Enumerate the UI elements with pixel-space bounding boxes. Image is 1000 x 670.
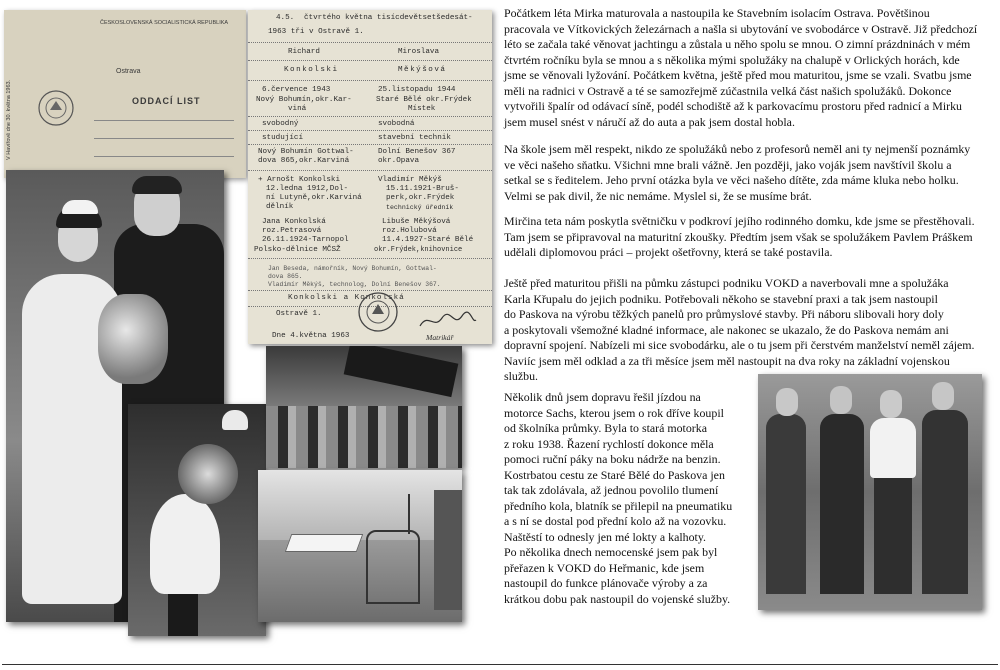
paragraph-5-line: krátkou dobu pak nastoupil do vojenské služby. bbox=[504, 591, 731, 606]
paragraph-1-line: vytvořili špalír od odávací síně, podél schodiště až k parkovacímu prostoru před radnicí a Mirku bbox=[504, 99, 962, 113]
group-of-friends-photo bbox=[758, 374, 982, 610]
bride-birthplace-2: Místek bbox=[408, 105, 436, 113]
bride-father: Vladimír Měkýš bbox=[378, 176, 442, 184]
paragraph-5-line: z roku 1938. Řazení rychlostí dokonce měla bbox=[504, 436, 714, 451]
groom-marital-status: svobodný bbox=[262, 120, 299, 128]
bride-father-2: 15.11.1921-Bruš- bbox=[386, 185, 459, 193]
wedding-walk-photo bbox=[128, 404, 266, 636]
certificate-rule-2 bbox=[94, 138, 234, 139]
bride-mother: Libuše Měkýšová bbox=[382, 218, 451, 226]
groom-father: + Arnošt Konkolski bbox=[258, 176, 341, 184]
paragraph-3-line: udělali diplomovou práci – projekt ošetřovny, která se také postavila. bbox=[504, 245, 833, 259]
groom-birthplace-2: viná bbox=[288, 105, 307, 113]
witness-2: Vladimír Měkýš, technolog, Dolní Benešov 367. bbox=[268, 281, 441, 288]
bride-first-name: Miroslava bbox=[398, 48, 440, 56]
marriage-certificate-right-page bbox=[248, 10, 492, 344]
bride-occupation: stavební technik bbox=[378, 134, 451, 142]
issue-place: Ostravě 1. bbox=[276, 310, 322, 318]
paragraph-5-line: Naštěstí to odnesly jen mé lokty a kalhoty. bbox=[504, 529, 706, 544]
paragraph-3-line: Tam jsem se připravoval na maturitní zkoušky. Předtím jsem však se spolužákem Pavlem Práškem bbox=[504, 229, 973, 244]
bride-address: Dolní Benešov 367 bbox=[378, 148, 456, 156]
registrar-signature bbox=[418, 310, 478, 332]
bride-birth-date: 25.listopadu 1944 bbox=[378, 86, 456, 94]
groom-mother-4: Polsko-dělnice MČSŽ bbox=[254, 246, 341, 254]
paragraph-5-line: od školníka průmky. Byla to stará motorka bbox=[504, 421, 707, 435]
paragraph-1-line: měli na radnici v Ostravě a té se samozřejmě zúčastnila velká část našich spolužáků. Dokonce bbox=[504, 83, 952, 98]
paragraph-4-line: Ještě před maturitou přišli na půmku zástupci podniku VOKD a naverbovali mne a spolužáka bbox=[504, 276, 949, 290]
groom-father-4: dělník bbox=[266, 203, 294, 211]
paragraph-4-line: a poskytovali všemožné kladné informace, ale nakonec se ukazalo, že do Paskova nemám ani bbox=[504, 322, 949, 337]
paragraph-2-line: setkal se s ředitelem. Jeho první otázka byla ve věci našeho dítěte, zda máme kluka nebo holku. bbox=[504, 173, 959, 187]
paragraph-1-line: Počátkem léta Mirka maturovala a nastoupila ke Stavebním isolacím Ostrava. Povětšinou bbox=[504, 6, 930, 20]
paragraph-5-line: pomoci ruční páky na boku nádrže na benzin. bbox=[504, 452, 721, 466]
paragraph-5-line: motorce Sachs, kterou jsem o rok dříve koupil bbox=[504, 405, 724, 420]
marriage-certificate-left-page bbox=[4, 10, 246, 178]
bride-marital-status: svobodná bbox=[378, 120, 415, 128]
paragraph-4-line: dopravní spojení. Nabízeli mi sice svobodárku, ale o tu jsem při čerstvém manželství neměl zájem. bbox=[504, 338, 975, 352]
certificate-rule-1 bbox=[94, 120, 234, 121]
paragraph-2-line: ve věci našeho sňatku. Všichni mne brali vážně. Jen později, jako voják jsem navštívil školu a bbox=[504, 157, 952, 172]
certificate-rule-3 bbox=[94, 156, 234, 157]
official-round-stamp bbox=[356, 290, 400, 334]
page-bottom-rule bbox=[2, 664, 998, 665]
paragraph-5-line: nastoupil do funkce plánovače výroby a za bbox=[504, 576, 708, 590]
wedding-crowd-photo bbox=[266, 346, 462, 468]
paragraph-2-line: Velmi se pak divil, že nic nemáme. Myslel si, že se musíme brát. bbox=[504, 188, 812, 203]
paragraph-4-line: službu. bbox=[504, 369, 539, 383]
paragraph-4-line: Karla Křupalu do jejich podniku. Potřebovali někoho se stavební praxi a tak jsem nastoupil bbox=[504, 291, 938, 306]
paragraph-1-line: pracovala ve Vítkovických železárnach a našla si ubytování ve svobodárce v Ostravě. Již předchozí bbox=[504, 21, 978, 36]
witness-1-b: dova 865. bbox=[268, 273, 303, 280]
paragraph-5-line: a s ní se dostal pod přední kolo až na vozovku. bbox=[504, 514, 727, 528]
paragraph-3-line: Mirčina teta nám poskytla světničku v podkroví jejího rodinného domku, kde jsme se přestěhovali. bbox=[504, 214, 975, 228]
bride-surname: Měkýšová bbox=[398, 66, 447, 74]
paragraph-2 bbox=[504, 142, 970, 204]
certificate-sideways-note: V Havířově dne 30. května 1963. bbox=[6, 79, 12, 160]
paragraph-5-line: Po několika dnech nemocenské jsem pak byl bbox=[504, 545, 718, 559]
groom-birth-date: 6.července 1943 bbox=[262, 86, 331, 94]
witness-1: Jan Beseda, námořník, Nový Bohumín, Gottwal- bbox=[268, 265, 437, 272]
paragraph-2-line: Na škole jsem měl respekt, nikdo ze spolužáků nebo z profesorů neměl ani ty nejmenší poznámky bbox=[504, 142, 971, 156]
wedding-date-text-2: 1963 tři v Ostravě 1. bbox=[268, 28, 364, 36]
state-emblem-stamp bbox=[36, 88, 76, 128]
paragraph-1-line: jsem musel snést v náručí až do auta a pak jsem dostal hobla. bbox=[504, 114, 795, 129]
groom-mother-3: 26.11.1924-Tarnopol bbox=[262, 236, 349, 244]
bride-mother-2: roz.Holubová bbox=[382, 227, 437, 235]
paragraph-5 bbox=[504, 390, 754, 607]
certificate-header: ČESKOSLOVENSKÁ SOCIALISTICKÁ REPUBLIKA bbox=[100, 20, 229, 26]
groom-mother: Jana Konkolská bbox=[262, 218, 326, 226]
groom-first-name: Richard bbox=[288, 48, 320, 56]
paragraph-1-line: jsme se věnovali lyžování. Počátkem května, ještě před mou maturitou, jsme se vzali. Svatbu jsme bbox=[504, 68, 972, 82]
bride-mother-4: okr.Frýdek,knihovnice bbox=[374, 246, 463, 254]
bride-mother-3: 11.4.1927-Staré Bělé bbox=[382, 236, 474, 244]
paragraph-5-line: přeřazen k VOKD do Heřmanic, kde jsem bbox=[504, 560, 705, 575]
issue-date: Dne 4.května 1963 bbox=[272, 332, 350, 340]
paragraph-5-line: Několik dnů jsem dopravu řešil jízdou na bbox=[504, 390, 701, 404]
groom-address: Nový Bohumín Gottwal- bbox=[258, 148, 354, 156]
paragraph-4 bbox=[504, 276, 975, 385]
bride-birthplace: Staré Bělé okr.Frýdek bbox=[376, 96, 472, 104]
registrar-label: Matrikář bbox=[426, 333, 454, 342]
groom-surname: Konkolski bbox=[284, 66, 339, 74]
paragraph-1-line: čtvrtém ročníku byla se mnou a s několika mými spolužáky na chalupě v Orlických horách, kde bbox=[504, 52, 960, 67]
bride-father-4: technický úředník bbox=[386, 204, 454, 211]
certificate-district: Ostrava bbox=[116, 68, 141, 75]
paragraph-4-line: Naviíc jsem měl odklad a za tři měsíce jsem měl nastoupit na dva roky na základní vojenskou bbox=[504, 353, 950, 368]
chosen-surname: Konkolski a Konkolská bbox=[288, 294, 405, 302]
paragraph-1-line: léto se začala také věnovat jachtingu a zůstala u něho spolu se mnou. O zimní prázdninách v mém bbox=[504, 37, 971, 51]
certificate-title: ODDACÍ LIST bbox=[132, 96, 201, 106]
room-interior-photo bbox=[258, 470, 462, 622]
groom-father-2: 12.ledna 1912,Dol- bbox=[266, 185, 349, 193]
wedding-date-text: čtvrtého května tisícdevětsetšedesát- bbox=[304, 14, 473, 22]
paragraph-5-line: předního kola, blatník se přilepil na pneumatiku bbox=[504, 498, 733, 513]
paragraph-4-line: do Paskova na výrobu těžkých panelů pro průmyslové stavby. Při náboru slibovali hory doly bbox=[504, 307, 944, 321]
paragraph-3 bbox=[504, 214, 975, 261]
bride-address-2: okr.Opava bbox=[378, 157, 420, 165]
bride-father-3: perk,okr.Frýdek bbox=[386, 194, 455, 202]
paragraph-1 bbox=[504, 6, 977, 130]
paragraph-5-line: tak tak zdolávala, až jednou povolilo tlumení bbox=[504, 483, 719, 497]
groom-father-3: ní Lutyně,okr.Karviná bbox=[266, 194, 362, 202]
groom-address-2: dova 865,okr.Karviná bbox=[258, 157, 350, 165]
groom-mother-2: roz.Petrasová bbox=[262, 227, 322, 235]
groom-occupation: studující bbox=[262, 134, 304, 142]
record-number: 4.5. bbox=[276, 14, 295, 22]
paragraph-5-line: Kostrbatou cestu ze Staré Bělé do Paskova jen bbox=[504, 467, 725, 482]
groom-birthplace: Nový Bohumín,okr.Kar- bbox=[256, 96, 352, 104]
